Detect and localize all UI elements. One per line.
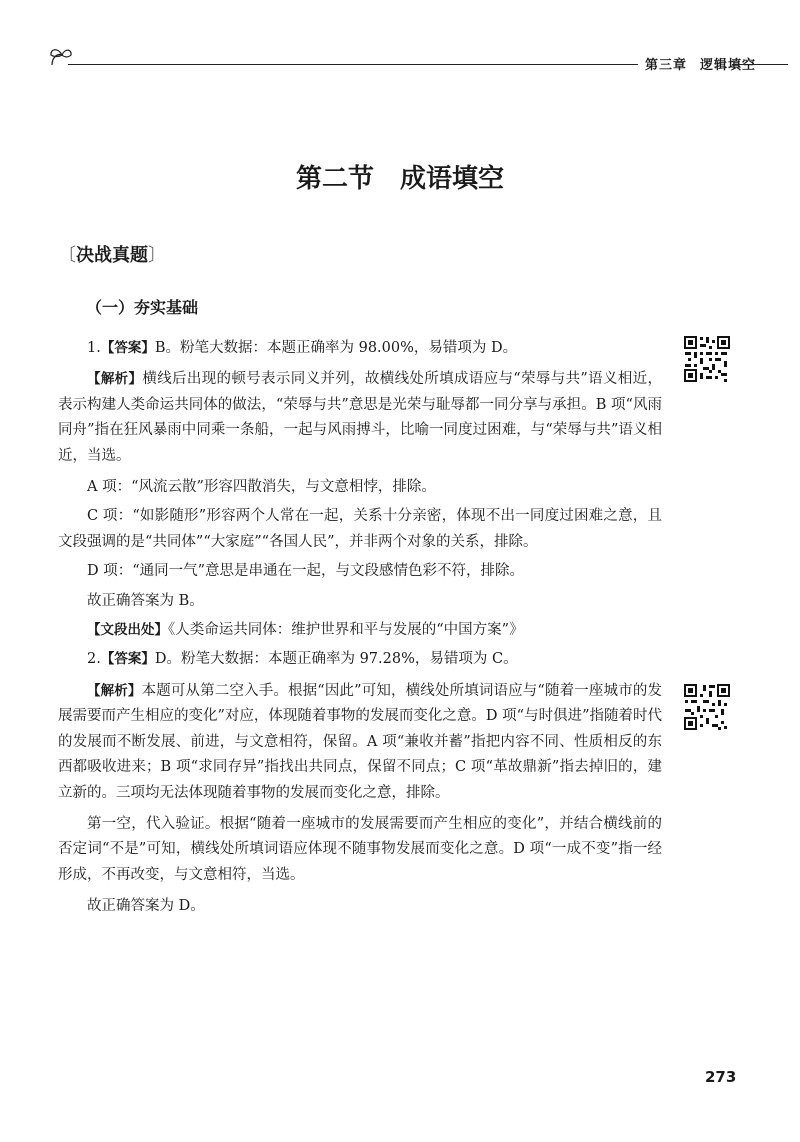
- sprout-icon: [48, 45, 74, 71]
- q1-option-c: C 项：“如影随形”形容两个人常在一起，关系十分亲密，体现不出一同度过困难之意，且文段强调的是“共同体”“大家庭”“各国人民”，并非两个对象的关系，排除。: [58, 508, 662, 550]
- q1-option-a: A 项：“风流云散”形容四散消失，与文意相悖，排除。: [87, 479, 436, 496]
- q1-source: 【文段出处】《人类命运共同体：维护世界和平与发展的“中国方案”》: [87, 622, 524, 639]
- q2-answer-tag: 【答案】: [100, 651, 155, 668]
- header-rule-right: [732, 64, 788, 65]
- q2-first-blank: 第一空，代入验证。根据“随着一座城市的发展需要而产生相应的变化”，并结合横线前的否定词“不是”可知，横线处所填词语应体现不随事物发展而变化之意。D 项“一成不变”指一经形成，不再改变，与文意相符，当选。: [58, 815, 662, 883]
- q1-analysis-tag: 【解析】: [87, 371, 143, 388]
- q1-conclusion: 故正确答案为 B。: [87, 592, 204, 609]
- header-topic: 逻辑填空: [700, 58, 757, 73]
- q1-answer: 1.【答案】B。粉笔大数据：本题正确率为 98.00%，易错项为 D。: [87, 340, 518, 356]
- section-title: [0, 158, 800, 195]
- q1-option-d: D 项：“通同一气”意思是串通在一起，与文段感情色彩不符，排除。: [87, 563, 525, 580]
- page-number: 273: [705, 1068, 737, 1086]
- q2-analysis-tag: 【解析】: [87, 682, 142, 699]
- header-rule-left: [68, 64, 638, 65]
- q2-analysis: 【解析】本题可从第二空入手。根据“因此”可知，横线处所填词语应与“随着一座城市的发展需要而产生相应的变化”对应，体现随着事物的发展而变化之意。D 项“与时俱进”指随着时代的发展而不断发展、前进，与文意相符，保留。A 项“兼收并蓄”指把内容不同、性质相反的东西都吸收进来；B 项“求同存异”指找出共同点，保留不同点；C 项“革故鼎新”指去掉旧的，建立新的。三项均无法体现随着事物的发展而变化之意，排除。: [58, 682, 662, 801]
- q2-answer: 2.【答案】D。粉笔大数据：本题正确率为 97.28%，易错项为 C。: [87, 651, 518, 668]
- answer-body: [58, 336, 662, 926]
- qr-code-icon: [683, 335, 731, 383]
- section-title-number: 第二节: [295, 164, 374, 194]
- q1-source-tag: 【文段出处】: [87, 622, 168, 639]
- bracket-heading-text: 决战真题: [76, 245, 148, 266]
- q1-analysis: 【解析】横线后出现的顿号表示同义并列，故横线处所填成语应与“荣辱与共”语义相近，表示构建人类命运共同体的做法，“荣辱与共”意思是光荣与耻辱都一同分享与承担。B 项“风雨同舟”指在狂风暴雨中同乘一条船，一起与风雨搏斗，比喻一同度过困难，与“荣辱与共”语义相近，当选。: [58, 371, 663, 464]
- bracket-close: 〕: [148, 245, 166, 266]
- bracket-open: 〔: [58, 245, 76, 266]
- sub-heading: （一）夯实基础: [86, 298, 199, 317]
- qr-code-icon: [683, 683, 731, 731]
- header-chapter: 第三章: [645, 58, 688, 73]
- section-title-text: 成语填空: [400, 164, 505, 194]
- bracket-heading: [58, 241, 166, 267]
- q1-answer-tag: 【答案】: [100, 340, 155, 356]
- running-header: [48, 45, 788, 75]
- q2-conclusion: 故正确答案为 D。: [87, 898, 205, 915]
